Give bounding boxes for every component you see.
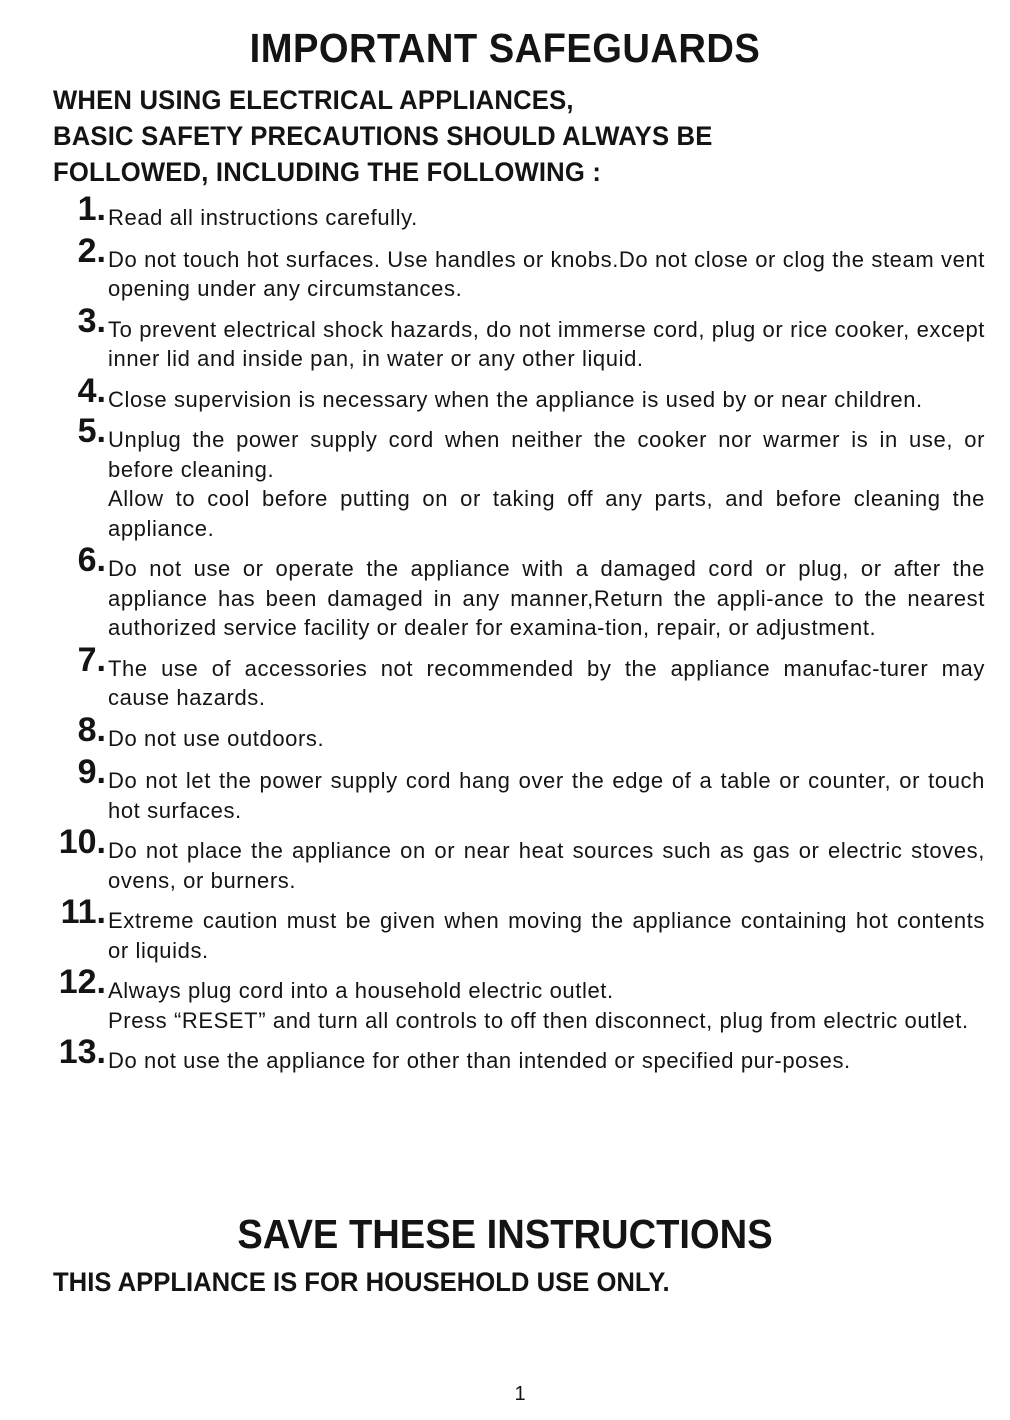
preamble-line: BASIC SAFETY PRECAUTIONS SHOULD ALWAYS BE xyxy=(53,121,713,151)
item-text xyxy=(108,245,985,304)
item-number: 11. xyxy=(60,893,106,931)
item-paragraph: Do not use outdoors. xyxy=(108,725,325,751)
item-paragraph: Read all instructions carefully. xyxy=(108,205,418,230)
item-paragraph: Do not use the appliance for other than intended or specified pur-poses. xyxy=(108,1048,851,1073)
safeguard-item xyxy=(0,231,1010,304)
preamble xyxy=(53,82,973,190)
item-number: 4. xyxy=(77,371,106,410)
item-paragraph: Do not touch hot surfaces. Use handles or knobs.Do not close or clog the steam vent opening under any circumstances. xyxy=(108,246,985,301)
safeguard-item xyxy=(0,301,1010,374)
item-number: 12. xyxy=(58,963,106,1001)
item-text xyxy=(108,315,985,374)
item-text xyxy=(108,976,985,1035)
item-text xyxy=(108,766,985,825)
item-number: 10. xyxy=(58,823,106,861)
safeguard-item xyxy=(0,371,1010,415)
safeguard-item xyxy=(0,190,1010,233)
item-paragraph: Press “RESET” and turn all controls to off then disconnect, plug from electric outlet. xyxy=(108,1007,969,1033)
household-use-note: THIS APPLIANCE IS FOR HOUSEHOLD USE ONLY. xyxy=(53,1267,670,1297)
item-number: 8. xyxy=(77,710,106,749)
safeguard-item xyxy=(0,823,1010,895)
safeguard-item xyxy=(0,640,1010,713)
item-paragraph: Do not let the power supply cord hang over the edge of a table or counter, or touch hot surfaces. xyxy=(108,768,985,823)
item-number: 13. xyxy=(58,1033,106,1071)
item-paragraph: Extreme caution must be given when moving the appliance containing hot contents or liquids. xyxy=(108,908,985,963)
item-text xyxy=(108,203,985,233)
item-paragraph: Do not place the appliance on or near heat sources such as gas or electric stoves, ovens, or burners. xyxy=(108,838,985,893)
item-number: 9. xyxy=(77,753,106,791)
item-text xyxy=(108,1046,985,1076)
item-number: 5. xyxy=(77,412,106,450)
page-title: IMPORTANT SAFEGUARDS xyxy=(249,25,761,71)
safeguard-item xyxy=(0,753,1010,825)
item-text xyxy=(108,425,985,543)
safeguard-item xyxy=(0,1033,1010,1076)
preamble-line: FOLLOWED, INCLUDING THE FOLLOWING : xyxy=(53,157,602,187)
item-text xyxy=(108,654,985,713)
item-paragraph: To prevent electrical shock hazards, do not immerse cord, plug or rice cooker, except inner lid and inside pan, in water or any other liquid. xyxy=(108,316,985,371)
safeguard-list xyxy=(0,190,1010,1076)
item-text xyxy=(108,836,985,895)
item-text xyxy=(108,724,985,754)
item-paragraph: Always plug cord into a household electric outlet. xyxy=(108,978,614,1003)
item-text xyxy=(108,906,985,965)
item-paragraph: The use of accessories not recommended by the appliance manufac-turer may cause hazards. xyxy=(108,655,985,710)
item-number: 2. xyxy=(77,231,106,270)
item-text xyxy=(108,554,985,643)
page-number: 1 xyxy=(514,1383,526,1405)
safeguard-item xyxy=(0,541,1010,643)
safeguard-item xyxy=(0,710,1010,754)
preamble-line: WHEN USING ELECTRICAL APPLIANCES, xyxy=(53,85,574,115)
item-paragraph: Unplug the power supply cord when neither the cooker nor warmer is in use, or before cleaning. xyxy=(108,427,985,482)
item-number: 6. xyxy=(77,541,106,579)
safeguard-item xyxy=(0,893,1010,965)
safeguard-item xyxy=(0,412,1010,543)
item-number: 3. xyxy=(77,301,106,340)
item-paragraph: Close supervision is necessary when the appliance is used by or near children. xyxy=(108,386,923,412)
item-text xyxy=(108,385,985,415)
item-paragraph: Allow to cool before putting on or taking off any parts, and before cleaning the appliance. xyxy=(108,486,985,541)
item-number: 7. xyxy=(77,640,106,679)
save-instructions-heading: SAVE THESE INSTRUCTIONS xyxy=(237,1211,773,1257)
item-number: 1. xyxy=(77,190,106,228)
item-paragraph: Do not use or operate the appliance with a damaged cord or plug, or after the appliance has been damaged in any manner,Return the appli-ance to the nearest authorized service facility or dealer for examina-tion, repair, or adjustment. xyxy=(108,556,985,640)
safeguard-item xyxy=(0,963,1010,1035)
